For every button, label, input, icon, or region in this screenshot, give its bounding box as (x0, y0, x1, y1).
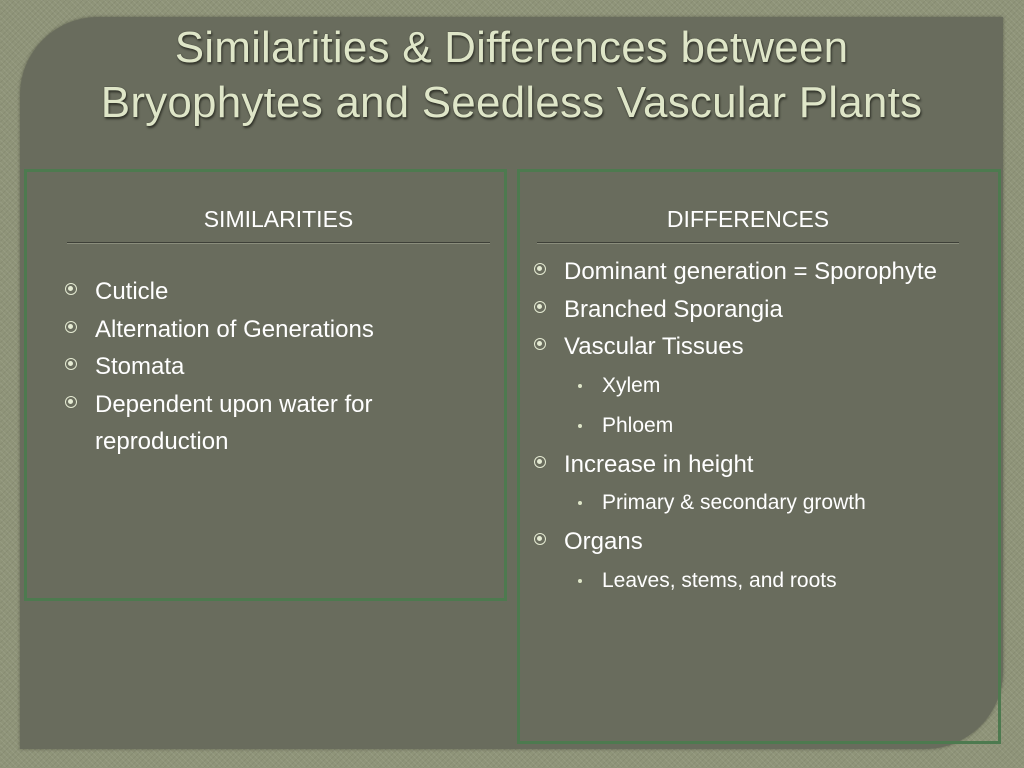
circled-dot-bullet-icon (534, 263, 546, 275)
circled-dot-bullet-icon (65, 358, 77, 370)
differences-list (531, 253, 971, 601)
list-item-text: Vascular Tissues (564, 333, 744, 360)
list-item-text: Dependent upon water for (95, 390, 373, 418)
list-item (62, 273, 482, 311)
sub-list-item (531, 406, 971, 446)
small-dot-bullet-icon (578, 384, 582, 388)
similarities-divider (67, 242, 490, 244)
circled-dot-bullet-icon (534, 301, 546, 313)
list-item-text: Stomata (95, 353, 185, 380)
list-item-text: Branched Sporangia (564, 295, 783, 323)
list-item (62, 386, 482, 461)
circled-dot-bullet-icon (65, 396, 77, 408)
list-item (62, 348, 482, 386)
list-item (531, 253, 971, 291)
small-dot-bullet-icon (578, 424, 582, 428)
list-item-text: Alternation of Generations (95, 315, 374, 343)
list-item-text: Increase in height (564, 450, 754, 478)
similarities-list (62, 273, 482, 461)
sub-list-item-text: Xylem (602, 373, 661, 397)
small-dot-bullet-icon (578, 579, 582, 583)
sub-list-item (531, 366, 971, 406)
sub-list-item-text: Phloem (602, 413, 674, 437)
list-item-text-continued: reproduction (95, 428, 229, 455)
list-item-text: Dominant generation = Sporophyte (564, 258, 937, 285)
circled-dot-bullet-icon (65, 321, 77, 333)
similarities-heading: SIMILARITIES (203, 206, 354, 232)
list-item (531, 328, 971, 366)
sub-list-item-text: Leaves, stems, and roots (602, 568, 837, 592)
circled-dot-bullet-icon (65, 283, 77, 295)
small-dot-bullet-icon (578, 501, 582, 505)
slide-title (20, 20, 1003, 130)
sub-list-item-text: Primary & secondary growth (602, 491, 866, 514)
circled-dot-bullet-icon (534, 533, 546, 545)
list-item (531, 446, 971, 484)
title-line-1: Similarities & Differences between (174, 23, 849, 72)
list-item (531, 523, 971, 561)
list-item (531, 291, 971, 329)
list-item-text: Cuticle (95, 278, 169, 305)
list-item (62, 311, 482, 349)
differences-heading: DIFFERENCES (666, 206, 830, 232)
sub-list-item (531, 561, 971, 601)
sub-list-item (531, 483, 971, 523)
circled-dot-bullet-icon (534, 456, 546, 468)
title-line-2: Bryophytes and Seedless Vascular Plants (100, 78, 923, 127)
list-item-text: Organs (564, 528, 643, 555)
differences-divider (537, 242, 959, 244)
circled-dot-bullet-icon (534, 338, 546, 350)
